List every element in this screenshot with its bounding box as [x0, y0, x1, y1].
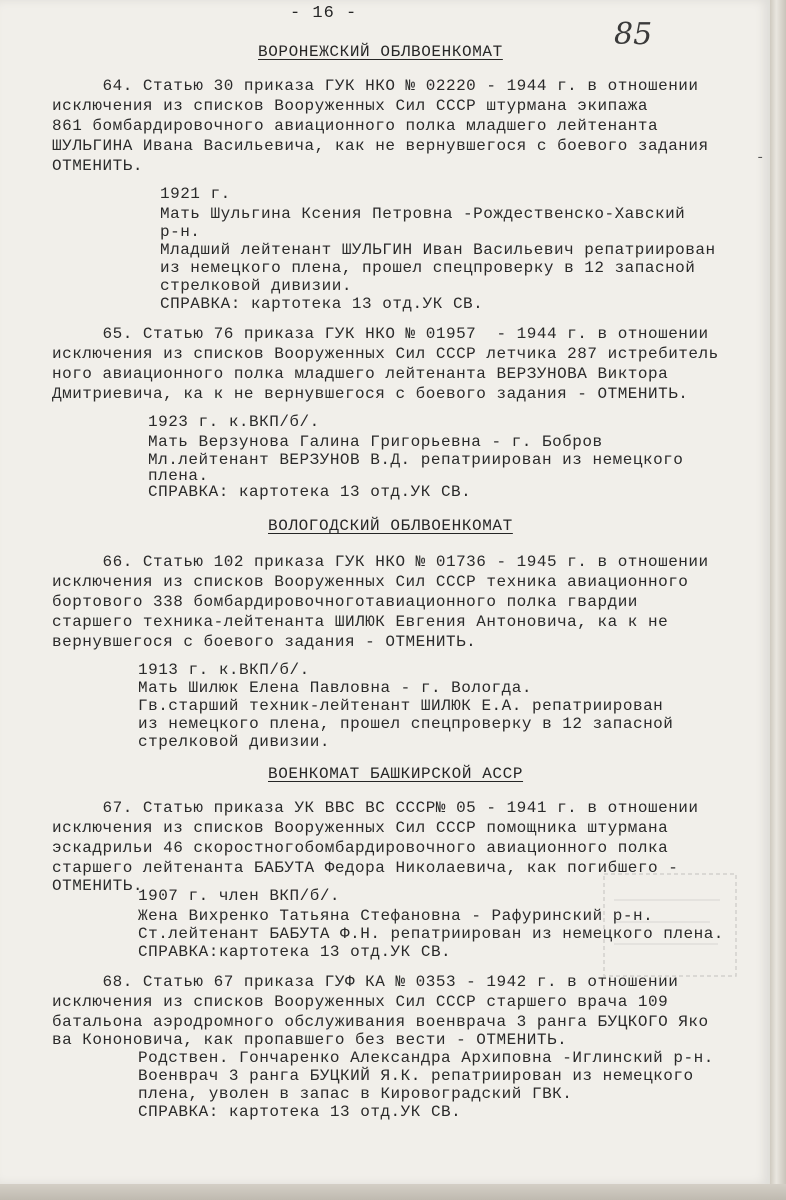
text-line: Жена Вихренко Татьяна Стефановна - Рафуринский р-н.	[138, 907, 654, 925]
text-line: р-н.	[160, 223, 201, 241]
text-line: старшего лейтенанта БАБУТА Федора Николаевича, как погибшего -	[52, 859, 679, 877]
text-line: 861 бомбардировочного авиационного полка младшего лейтенанта	[52, 117, 659, 135]
text-line: ва Кононовича, как пропавшего без вести - ОТМЕНИТЬ.	[52, 1031, 568, 1049]
text-line: батальона аэродромного обслуживания военврача 3 ранга БУЦКОГО Яко	[52, 1013, 709, 1031]
text-line: бортового 338 бомбардировочноготавиационного полка гвардии	[52, 593, 638, 611]
text-line: Мать Шульгина Ксения Петровна -Рождественско-Хавский	[160, 205, 686, 223]
text-line: ОТМЕНИТЬ.	[52, 877, 143, 895]
text-line: Мать Верзунова Галина Григорьевна - г. Бобров	[148, 433, 603, 451]
text-line: 1913 г. к.ВКП/б/.	[138, 661, 310, 679]
section-heading-bashkir: ВОЕНКОМАТ БАШКИРСКОЙ АССР	[268, 765, 524, 783]
page-number: - 16 -	[290, 4, 358, 23]
handwritten-page-number	[612, 10, 672, 50]
text-line: эскадрильи 46 скоростногобомбардировочного авиационного полка	[52, 839, 669, 857]
text-line: стрелковой дивизии.	[160, 277, 352, 295]
text-line: исключения из списков Вооруженных Сил СССР летчика 287 истребитель	[52, 345, 719, 363]
text-line: 65. Статью 76 приказа ГУК НКО № 01957 - 1944 г. в отношении	[52, 325, 709, 343]
svg-text:85: 85	[614, 17, 653, 50]
text-line: СПРАВКА:картотека 13 отд.УК СВ.	[138, 943, 452, 961]
text-line: 68. Статью 67 приказа ГУФ КА № 0353 - 1942 г. в отношении	[52, 973, 679, 991]
text-line: старшего техника-лейтенанта ШИЛЮК Евгения Антоновича, ка к не	[52, 613, 669, 631]
text-line: Военврач 3 ранга БУЦКИЙ Я.К. репатриирован из немецкого	[138, 1067, 694, 1085]
text-line: исключения из списков Вооруженных Сил СССР старшего врача 109	[52, 993, 669, 1011]
text-line: плена, уволен в запас в Кировоградский ГВК.	[138, 1085, 573, 1103]
margin-tick-mark: -	[756, 150, 765, 166]
text-line: СПРАВКА: картотека 13 отд.УК СВ.	[148, 483, 472, 501]
text-line: Ст.лейтенант БАБУТА Ф.Н. репатриирован из немецкого плена.	[138, 925, 724, 943]
text-line: 67. Статью приказа УК ВВС ВС СССР№ 05 - 1941 г. в отношении	[52, 799, 699, 817]
text-line: исключения из списков Вооруженных Сил СССР штурмана экипажа	[52, 97, 648, 115]
text-line: СПРАВКА: картотека 13 отд.УК СВ.	[160, 295, 484, 313]
text-line: вернувшегося с боевого задания - ОТМЕНИТЬ.	[52, 633, 477, 651]
text-line: 1923 г. к.ВКП/б/.	[148, 413, 320, 431]
text-line: Мл.лейтенант ВЕРЗУНОВ В.Д. репатриирован из немецкого	[148, 451, 684, 469]
text-line: плена.	[148, 467, 209, 485]
paper-bottom-edge	[0, 1184, 786, 1200]
text-line: Дмитриевича, ка к не вернувшегося с боевого задания - ОТМЕНИТЬ.	[52, 385, 689, 403]
text-line: исключения из списков Вооруженных Сил СССР помощника штурмана	[52, 819, 669, 837]
text-line: 64. Статью 30 приказа ГУК НКО № 02220 - 1944 г. в отношении	[52, 77, 699, 95]
text-line: Родствен. Гончаренко Александра Архиповна -Иглинский р-н.	[138, 1049, 714, 1067]
paper-edge	[770, 0, 786, 1200]
text-line: исключения из списков Вооруженных Сил СССР техника авиационного	[52, 573, 689, 591]
text-line: Младший лейтенант ШУЛЬГИН Иван Васильевич репатриирован	[160, 241, 716, 259]
text-line: 66. Статью 102 приказа ГУК НКО № 01736 - 1945 г. в отношении	[52, 553, 709, 571]
text-line: СПРАВКА: картотека 13 отд.УК СВ.	[138, 1103, 462, 1121]
text-line: 1921 г.	[160, 185, 231, 203]
text-line: Гв.старший техник-лейтенант ШИЛЮК Е.А. репатриирован	[138, 697, 664, 715]
text-line: ОТМЕНИТЬ.	[52, 157, 143, 175]
faded-stamp-impression	[600, 870, 740, 980]
section-heading-vologda: ВОЛОГОДСКИЙ ОБЛВОЕНКОМАТ	[268, 517, 513, 535]
text-line: Мать Шилюк Елена Павловна - г. Вологда.	[138, 679, 532, 697]
text-line: ного авиационного полка младшего лейтенанта ВЕРЗУНОВА Виктора	[52, 365, 669, 383]
text-line: из немецкого плена, прошел спецпроверку в 12 запасной	[138, 715, 674, 733]
text-line: 1907 г. член ВКП/б/.	[138, 887, 341, 905]
section-heading-voronezh: ВОРОНЕЖСКИЙ ОБЛВОЕНКОМАТ	[258, 43, 503, 61]
text-line: стрелковой дивизии.	[138, 733, 330, 751]
text-line: из немецкого плена, прошел спецпроверку в 12 запасной	[160, 259, 696, 277]
text-line: ШУЛЬГИНА Ивана Васильевича, как не вернувшегося с боевого задания	[52, 137, 709, 155]
